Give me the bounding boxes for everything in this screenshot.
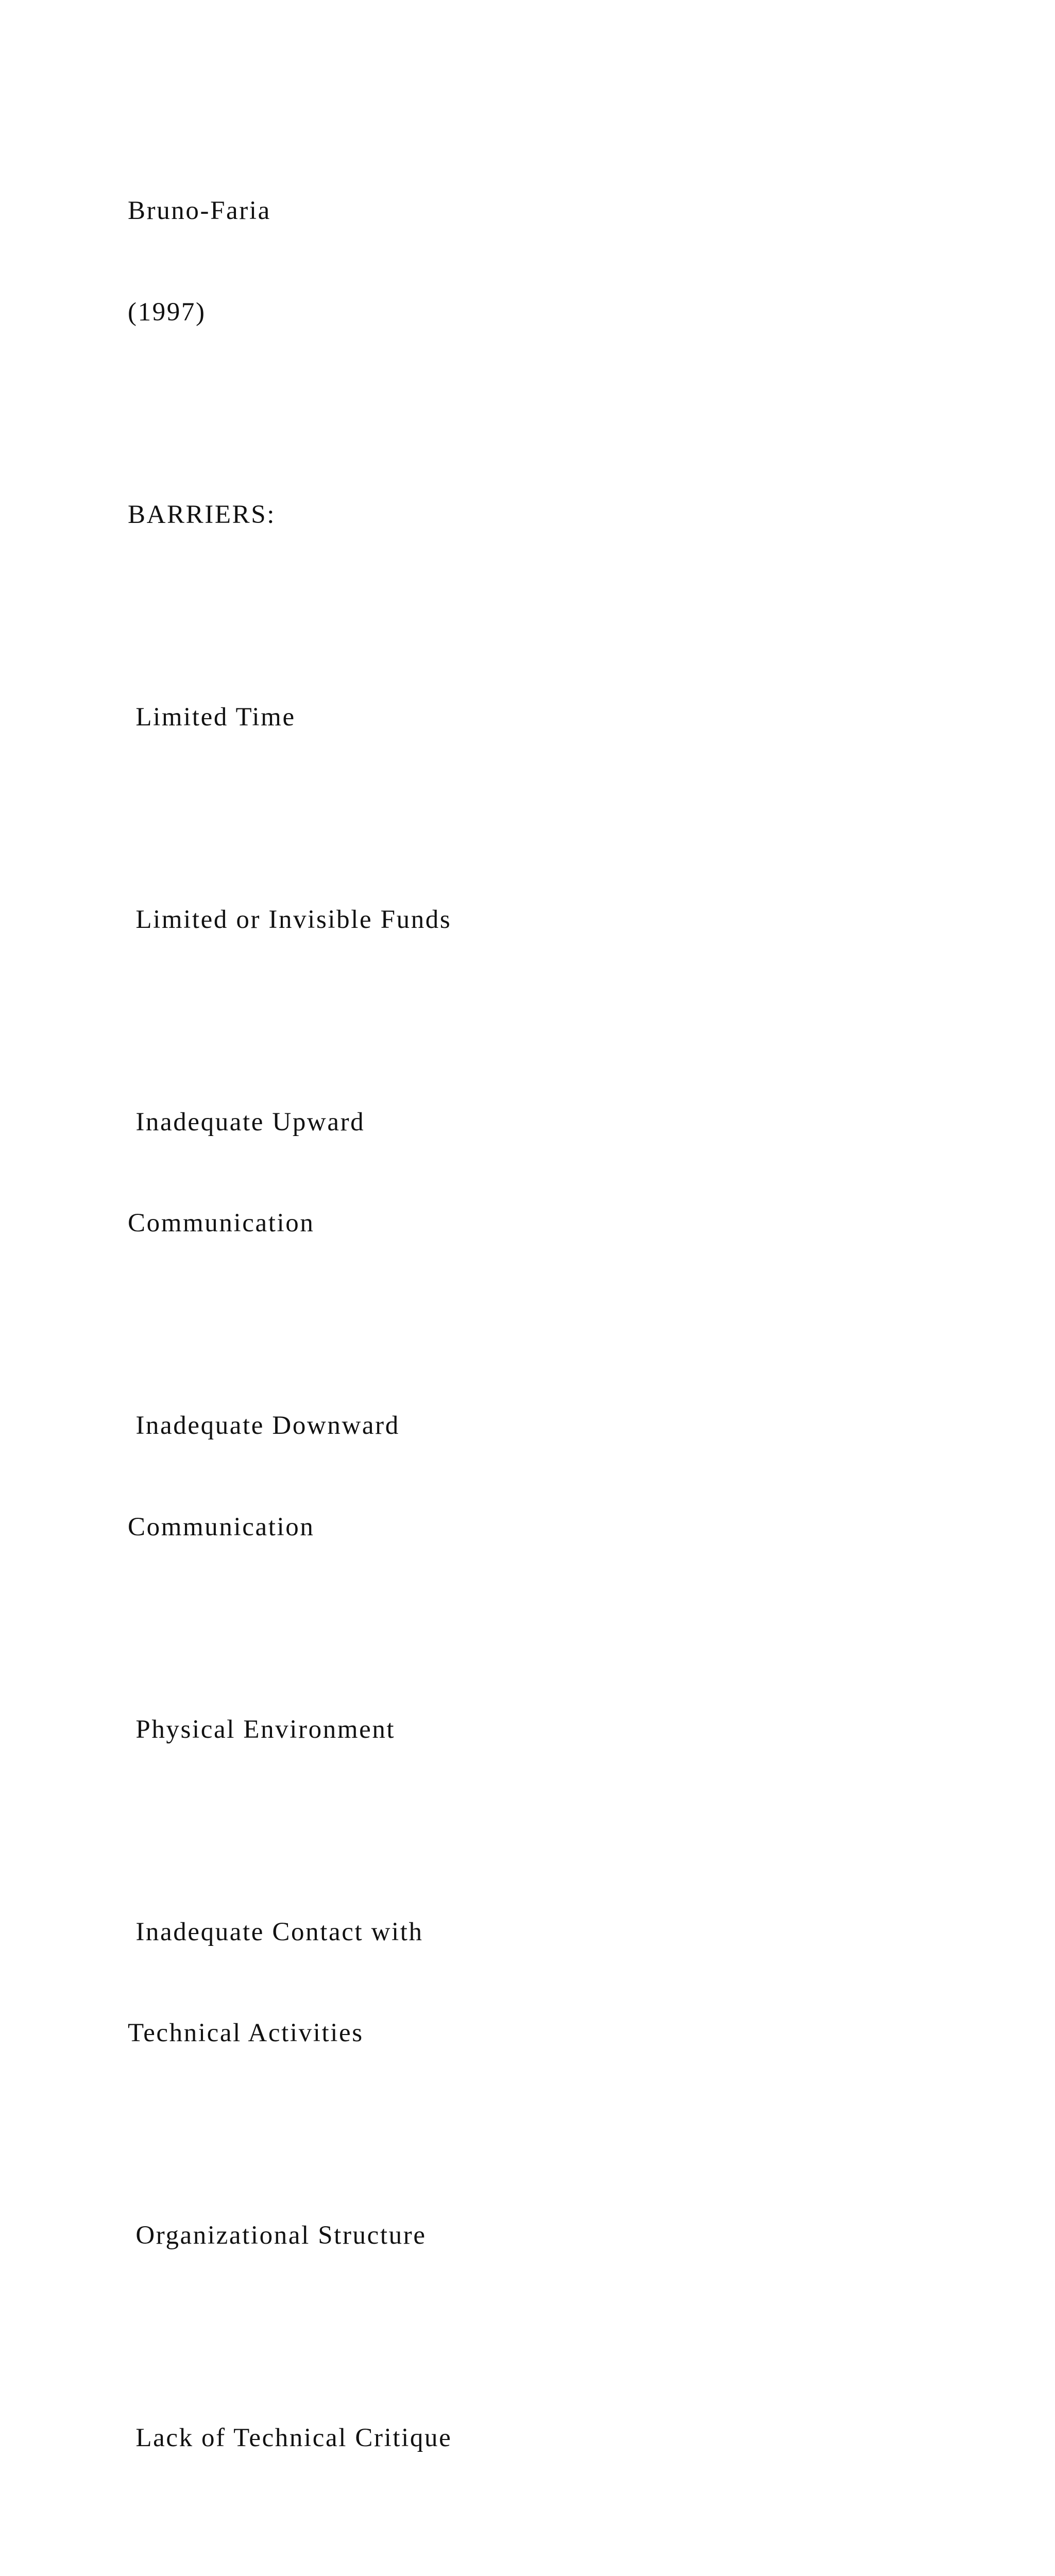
blank-line: [128, 2320, 746, 2354]
blank-line: [128, 1004, 746, 1038]
blank-line: [128, 599, 746, 633]
list-item: Organizational Structure: [128, 2221, 427, 2250]
list-item: Lack of Technical Critique: [128, 2424, 452, 2452]
blank-line: [128, 397, 746, 431]
document-body: [128, 127, 746, 2576]
list-item: Physical Environment: [128, 1715, 396, 1744]
blank-line: [128, 1814, 746, 1848]
blank-line: [128, 1308, 746, 1342]
list-item-continuation: Communication: [128, 1209, 315, 1238]
list-item: Inadequate Downward: [128, 1411, 400, 1440]
blank-line: [128, 2523, 746, 2557]
section-heading: BARRIERS:: [128, 500, 276, 529]
list-item: Limited or Invisible Funds: [128, 905, 452, 934]
blank-line: [128, 802, 746, 836]
list-item: Inadequate Contact with: [128, 1917, 423, 1946]
year-line: (1997): [128, 297, 206, 327]
list-item-continuation: Communication: [128, 1512, 315, 1541]
author-line: Bruno-Faria: [128, 196, 271, 225]
blank-line: [128, 1612, 746, 1646]
blank-line: [128, 2118, 746, 2152]
list-item: Limited Time: [128, 702, 296, 732]
list-item: Inadequate Upward: [128, 1107, 365, 1137]
list-item-continuation: Technical Activities: [128, 2019, 364, 2047]
